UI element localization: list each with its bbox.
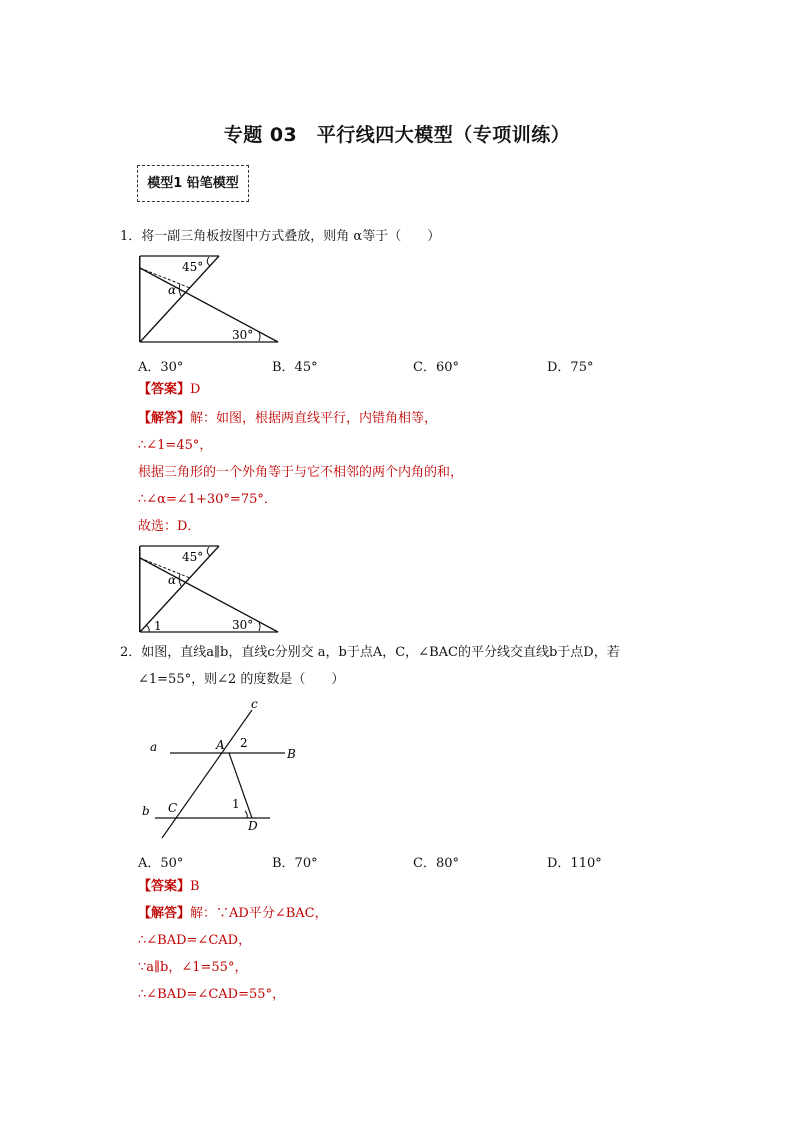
answer-value: D	[190, 382, 201, 397]
point-b-label: B	[287, 747, 296, 761]
angle-1-label: 1	[232, 797, 240, 811]
page-title: 专题 03 平行线四大模型（专项训练）	[223, 124, 571, 146]
answer-tag: 【答案】	[138, 879, 191, 894]
q1-analysis-line-5: 故选：D．	[138, 519, 201, 534]
point-d-label: D	[248, 819, 258, 833]
point-c-label: C	[168, 801, 178, 815]
analysis-text: 解：∵AD平分∠BAC，	[190, 906, 328, 921]
q2-answer	[138, 876, 200, 898]
question-text: 将一副三角板按图中方式叠放，则角 α等于（ ）	[141, 229, 441, 244]
q1-figure	[138, 254, 283, 346]
q1-analysis-line-3: 根据三角形的一个外角等于与它不相邻的两个内角的和，	[138, 465, 464, 480]
q2-figure	[135, 695, 310, 845]
angle-45-label: 45°	[182, 550, 204, 564]
angle-alpha-label: α	[168, 283, 177, 297]
q2-analysis-line-1	[138, 903, 328, 925]
angle-1-label: 1	[154, 619, 162, 633]
angle-30-label: 30°	[232, 618, 254, 632]
option-c: C．80°	[413, 856, 459, 871]
point-a-label: A	[216, 738, 225, 752]
question-2-stem-line-2: ∠1=55°，则∠2 的度数是（ ）	[138, 672, 345, 687]
question-1-stem	[120, 226, 440, 248]
q2-analysis-line-2: ∴∠BAD=∠CAD，	[138, 933, 252, 948]
angle-2-label: 2	[240, 736, 248, 750]
angle-30-label: 30°	[232, 328, 254, 342]
option-d: D．110°	[547, 856, 602, 871]
angle-alpha-label: α	[168, 573, 177, 587]
question-number: 2．	[120, 645, 142, 660]
question-number: 1．	[120, 229, 142, 244]
q2-analysis-line-4: ∴∠BAD=∠CAD=55°，	[138, 987, 286, 1002]
option-b: B．70°	[272, 856, 318, 871]
option-b: B．45°	[272, 360, 318, 375]
section-label: 模型1 铅笔模型	[137, 165, 249, 202]
line-a-label: a	[150, 740, 158, 754]
q1-analysis-line-1	[138, 408, 437, 430]
option-c: C．60°	[413, 360, 459, 375]
question-text: 如图，直线a∥b，直线c分别交 a，b于点A，C，∠BAC的平分线交直线b于点D，若	[141, 645, 620, 660]
q2-analysis-line-3: ∵a∥b，∠1=55°，	[138, 960, 248, 975]
analysis-text: 解：如图，根据两直线平行，内错角相等，	[190, 411, 438, 426]
line-b-label: b	[142, 804, 150, 818]
option-a: A．30°	[138, 360, 184, 375]
question-2-stem-line-1	[120, 642, 620, 664]
q1-solution-figure	[138, 544, 283, 636]
analysis-tag: 【解答】	[138, 411, 191, 426]
answer-value: B	[190, 879, 200, 894]
option-d: D．75°	[547, 360, 594, 375]
q1-analysis-line-4: ∴∠α=∠1+30°=75°．	[138, 492, 277, 507]
q1-analysis-line-2: ∴∠1=45°，	[138, 438, 213, 453]
q1-answer	[138, 379, 200, 401]
line-c-label: c	[251, 697, 258, 711]
answer-tag: 【答案】	[138, 382, 191, 397]
angle-45-label: 45°	[182, 260, 204, 274]
option-a: A．50°	[138, 856, 184, 871]
analysis-tag: 【解答】	[138, 906, 191, 921]
